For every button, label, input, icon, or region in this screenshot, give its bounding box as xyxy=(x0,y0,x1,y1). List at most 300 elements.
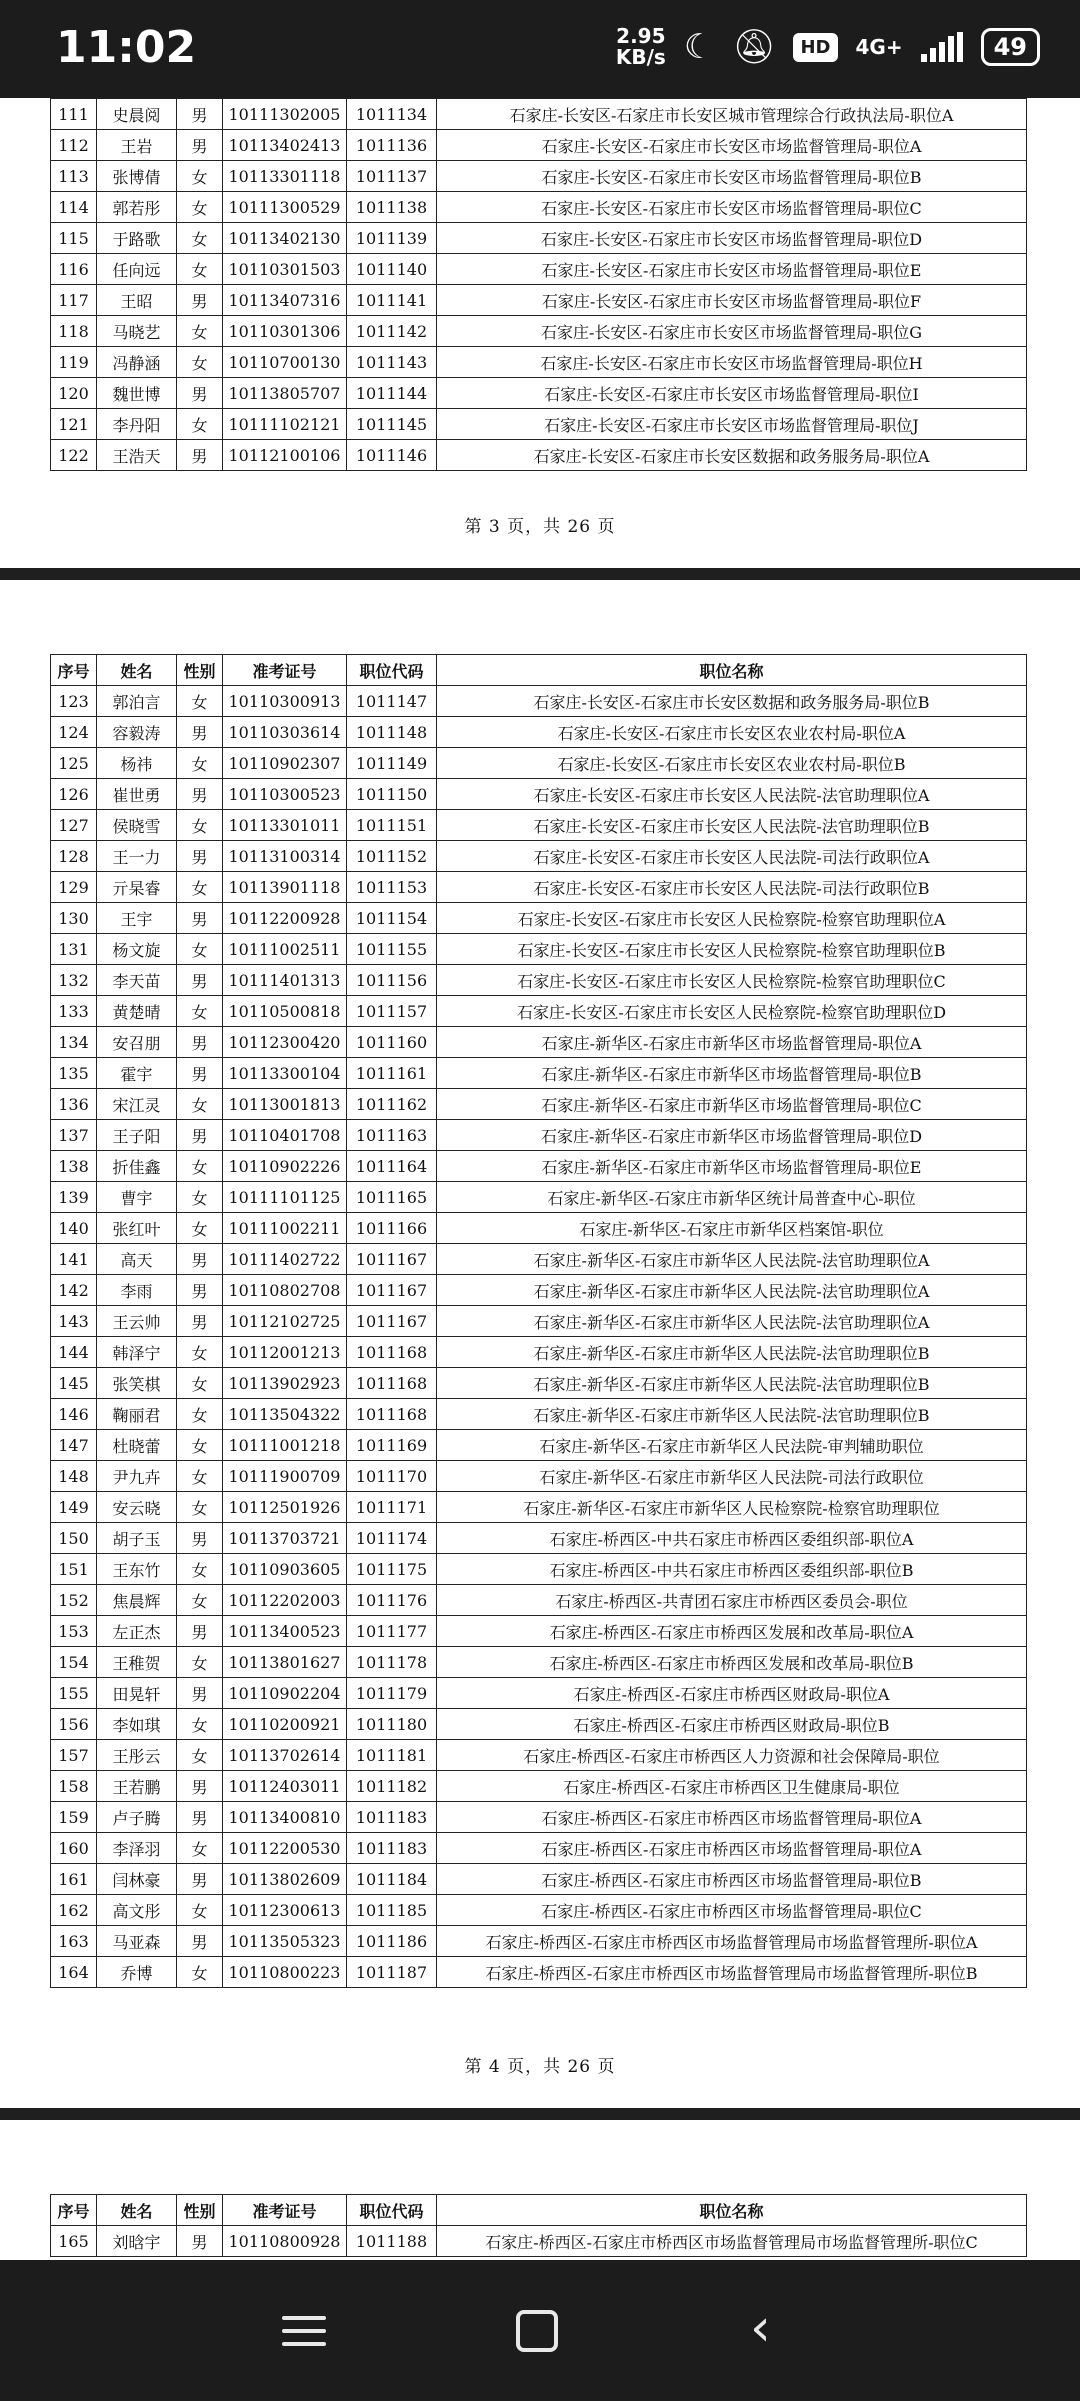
cell-no: 125 xyxy=(51,748,97,779)
cell-pos-name: 石家庄-长安区-石家庄市长安区数据和政务服务局-职位B xyxy=(437,686,1027,717)
cell-pos-code: 1011140 xyxy=(347,254,437,285)
cell-exam-id: 10110300913 xyxy=(223,686,347,717)
cell-name: 王昭 xyxy=(97,285,177,316)
cell-no: 135 xyxy=(51,1058,97,1089)
cell-pos-name: 石家庄-长安区-石家庄市长安区人民检察院-检察官助理职位A xyxy=(437,903,1027,934)
cell-no: 133 xyxy=(51,996,97,1027)
table-row xyxy=(51,1678,1027,1709)
cell-exam-id: 10113504322 xyxy=(223,1399,347,1430)
net-speed: 2.95 KB/s xyxy=(615,24,666,69)
cell-exam-id: 10110802708 xyxy=(223,1275,347,1306)
cell-pos-code: 1011160 xyxy=(347,1027,437,1058)
cell-pos-code: 1011174 xyxy=(347,1523,437,1554)
cell-name: 王宇 xyxy=(97,903,177,934)
cell-pos-name: 石家庄-长安区-石家庄市长安区人民法院-司法行政职位B xyxy=(437,872,1027,903)
cell-no: 146 xyxy=(51,1399,97,1430)
cell-name: 黄楚晴 xyxy=(97,996,177,1027)
col-header-pos-code: 职位代码 xyxy=(347,655,437,686)
cell-gender: 男 xyxy=(177,378,223,409)
cell-exam-id: 10113805707 xyxy=(223,378,347,409)
table-row xyxy=(51,1027,1027,1058)
cell-no: 137 xyxy=(51,1120,97,1151)
cell-no: 143 xyxy=(51,1306,97,1337)
table-row xyxy=(51,934,1027,965)
cell-gender: 男 xyxy=(177,99,223,130)
cell-no: 144 xyxy=(51,1337,97,1368)
cell-pos-name: 石家庄-新华区-石家庄市新华区市场监督管理局-职位A xyxy=(437,1027,1027,1058)
cell-name: 闫林豪 xyxy=(97,1864,177,1895)
cell-exam-id: 10113801627 xyxy=(223,1647,347,1678)
cell-name: 任向远 xyxy=(97,254,177,285)
cell-pos-code: 1011176 xyxy=(347,1585,437,1616)
cell-name: 马晓艺 xyxy=(97,316,177,347)
cell-gender: 男 xyxy=(177,779,223,810)
cell-name: 乔博 xyxy=(97,1957,177,1988)
cell-no: 131 xyxy=(51,934,97,965)
table-row xyxy=(51,1337,1027,1368)
cell-no: 161 xyxy=(51,1864,97,1895)
table-row xyxy=(51,347,1027,378)
cell-pos-code: 1011166 xyxy=(347,1213,437,1244)
col-header-gender: 性别 xyxy=(177,655,223,686)
cell-pos-name: 石家庄-桥西区-石家庄市桥西区市场监督管理局-职位B xyxy=(437,1864,1027,1895)
cell-exam-id: 10111001218 xyxy=(223,1430,347,1461)
table-row xyxy=(51,841,1027,872)
cell-name: 左正杰 xyxy=(97,1616,177,1647)
cell-name: 张博倩 xyxy=(97,161,177,192)
cell-gender: 男 xyxy=(177,841,223,872)
col-header-exam-id: 准考证号 xyxy=(223,2195,347,2226)
table-header-row xyxy=(51,655,1027,686)
table-row xyxy=(51,1089,1027,1120)
cell-pos-name: 石家庄-桥西区-石家庄市桥西区市场监督管理局市场监督管理所-职位C xyxy=(437,2226,1027,2257)
cell-pos-name: 石家庄-桥西区-石家庄市桥西区市场监督管理局市场监督管理所-职位A xyxy=(437,1926,1027,1957)
table-row xyxy=(51,779,1027,810)
cell-gender: 女 xyxy=(177,1337,223,1368)
cell-name: 田晃轩 xyxy=(97,1678,177,1709)
cell-gender: 男 xyxy=(177,717,223,748)
cell-exam-id: 10111102121 xyxy=(223,409,347,440)
cell-exam-id: 10112202003 xyxy=(223,1585,347,1616)
cell-pos-code: 1011161 xyxy=(347,1058,437,1089)
cell-no: 134 xyxy=(51,1027,97,1058)
table-row xyxy=(51,1802,1027,1833)
table-row xyxy=(51,1120,1027,1151)
cell-pos-name: 石家庄-新华区-石家庄市新华区市场监督管理局-职位C xyxy=(437,1089,1027,1120)
cell-pos-code: 1011162 xyxy=(347,1089,437,1120)
cell-pos-name: 石家庄-长安区-石家庄市长安区市场监督管理局-职位A xyxy=(437,130,1027,161)
table-row xyxy=(51,1554,1027,1585)
cell-pos-name: 石家庄-长安区-石家庄市长安区市场监督管理局-职位J xyxy=(437,409,1027,440)
cell-pos-name: 石家庄-长安区-石家庄市长安区农业农村局-职位B xyxy=(437,748,1027,779)
cell-pos-name: 石家庄-新华区-石家庄市新华区人民法院-法官助理职位A xyxy=(437,1306,1027,1337)
cell-pos-name: 石家庄-新华区-石家庄市新华区人民法院-司法行政职位 xyxy=(437,1461,1027,1492)
network-type: 4G+ xyxy=(855,35,903,59)
cell-no: 145 xyxy=(51,1368,97,1399)
cell-pos-name: 石家庄-桥西区-石家庄市桥西区卫生健康局-职位 xyxy=(437,1771,1027,1802)
cell-gender: 男 xyxy=(177,1802,223,1833)
cell-pos-code: 1011155 xyxy=(347,934,437,965)
cell-name: 王岩 xyxy=(97,130,177,161)
cell-name: 韩泽宁 xyxy=(97,1337,177,1368)
table-row xyxy=(51,1275,1027,1306)
cell-pos-code: 1011180 xyxy=(347,1709,437,1740)
result-table-page-3 xyxy=(50,98,1027,471)
cell-pos-name: 石家庄-桥西区-石家庄市桥西区发展和改革局-职位B xyxy=(437,1647,1027,1678)
table-row xyxy=(51,1430,1027,1461)
cell-exam-id: 10112100106 xyxy=(223,440,347,471)
cell-exam-id: 10110800928 xyxy=(223,2226,347,2257)
col-header-pos-name: 职位名称 xyxy=(437,655,1027,686)
table-row xyxy=(51,1926,1027,1957)
cell-name: 马亚森 xyxy=(97,1926,177,1957)
cell-gender: 女 xyxy=(177,872,223,903)
cell-pos-name: 石家庄-桥西区-石家庄市桥西区市场监督管理局市场监督管理所-职位B xyxy=(437,1957,1027,1988)
cell-exam-id: 10112300613 xyxy=(223,1895,347,1926)
cell-no: 151 xyxy=(51,1554,97,1585)
cell-exam-id: 10112300420 xyxy=(223,1027,347,1058)
cell-exam-id: 10111002511 xyxy=(223,934,347,965)
cell-pos-name: 石家庄-新华区-石家庄市新华区人民法院-法官助理职位B xyxy=(437,1399,1027,1430)
table-row xyxy=(51,903,1027,934)
cell-name: 霍宇 xyxy=(97,1058,177,1089)
cell-name: 杨文旋 xyxy=(97,934,177,965)
cell-no: 130 xyxy=(51,903,97,934)
table-row xyxy=(51,1833,1027,1864)
cell-name: 王云帅 xyxy=(97,1306,177,1337)
cell-exam-id: 10113001813 xyxy=(223,1089,347,1120)
cell-gender: 女 xyxy=(177,686,223,717)
table-row xyxy=(51,378,1027,409)
table-row xyxy=(51,872,1027,903)
cell-pos-code: 1011157 xyxy=(347,996,437,1027)
cell-gender: 女 xyxy=(177,1895,223,1926)
cell-name: 史晨阅 xyxy=(97,99,177,130)
cell-exam-id: 10113301118 xyxy=(223,161,347,192)
cell-pos-name: 石家庄-长安区-石家庄市长安区市场监督管理局-职位B xyxy=(437,161,1027,192)
table-row xyxy=(51,99,1027,130)
col-header-gender: 性别 xyxy=(177,2195,223,2226)
cell-gender: 男 xyxy=(177,1306,223,1337)
cell-exam-id: 10110902204 xyxy=(223,1678,347,1709)
cell-name: 冯静涵 xyxy=(97,347,177,378)
col-header-exam-id: 准考证号 xyxy=(223,655,347,686)
cell-pos-name: 石家庄-新华区-石家庄市新华区人民法院-法官助理职位A xyxy=(437,1275,1027,1306)
cell-no: 147 xyxy=(51,1430,97,1461)
cell-exam-id: 10110902307 xyxy=(223,748,347,779)
hd-icon: HD xyxy=(793,33,837,62)
cell-name: 王子阳 xyxy=(97,1120,177,1151)
cell-pos-code: 1011152 xyxy=(347,841,437,872)
cell-name: 魏世博 xyxy=(97,378,177,409)
cell-pos-name: 石家庄-新华区-石家庄市新华区统计局普查中心-职位 xyxy=(437,1182,1027,1213)
cell-exam-id: 10110700130 xyxy=(223,347,347,378)
cell-gender: 男 xyxy=(177,1616,223,1647)
cell-pos-code: 1011153 xyxy=(347,872,437,903)
cell-gender: 女 xyxy=(177,748,223,779)
cell-exam-id: 10110301503 xyxy=(223,254,347,285)
cell-exam-id: 10110902226 xyxy=(223,1151,347,1182)
col-header-name: 姓名 xyxy=(97,2195,177,2226)
page-separator xyxy=(0,568,1080,580)
cell-name: 胡子玉 xyxy=(97,1523,177,1554)
cell-gender: 女 xyxy=(177,1740,223,1771)
cell-pos-code: 1011154 xyxy=(347,903,437,934)
cell-name: 张红叶 xyxy=(97,1213,177,1244)
cell-pos-code: 1011182 xyxy=(347,1771,437,1802)
cell-pos-code: 1011138 xyxy=(347,192,437,223)
result-table-page-5 xyxy=(50,2194,1027,2257)
home-icon[interactable] xyxy=(516,2310,558,2352)
cell-name: 容毅涛 xyxy=(97,717,177,748)
cell-no: 120 xyxy=(51,378,97,409)
cell-name: 李雨 xyxy=(97,1275,177,1306)
cell-name: 高天 xyxy=(97,1244,177,1275)
cell-exam-id: 10113400523 xyxy=(223,1616,347,1647)
cell-pos-name: 石家庄-长安区-石家庄市长安区人民法院-法官助理职位A xyxy=(437,779,1027,810)
cell-pos-name: 石家庄-新华区-石家庄市新华区人民法院-法官助理职位A xyxy=(437,1244,1027,1275)
cell-pos-name: 石家庄-长安区-石家庄市长安区市场监督管理局-职位E xyxy=(437,254,1027,285)
cell-gender: 女 xyxy=(177,1430,223,1461)
cell-name: 亓杲睿 xyxy=(97,872,177,903)
cell-name: 高文彤 xyxy=(97,1895,177,1926)
table-row xyxy=(51,285,1027,316)
cell-gender: 女 xyxy=(177,1554,223,1585)
cell-pos-name: 石家庄-新华区-石家庄市新华区档案馆-职位 xyxy=(437,1213,1027,1244)
table-row xyxy=(51,1523,1027,1554)
cell-pos-code: 1011188 xyxy=(347,2226,437,2257)
cell-pos-code: 1011150 xyxy=(347,779,437,810)
cell-exam-id: 10111402722 xyxy=(223,1244,347,1275)
cell-exam-id: 10113902923 xyxy=(223,1368,347,1399)
cell-pos-name: 石家庄-长安区-石家庄市长安区市场监督管理局-职位H xyxy=(437,347,1027,378)
col-header-pos-code: 职位代码 xyxy=(347,2195,437,2226)
cell-pos-code: 1011134 xyxy=(347,99,437,130)
cell-name: 王浩天 xyxy=(97,440,177,471)
cell-no: 152 xyxy=(51,1585,97,1616)
cell-pos-code: 1011142 xyxy=(347,316,437,347)
cell-no: 129 xyxy=(51,872,97,903)
cell-pos-name: 石家庄-长安区-石家庄市长安区人民检察院-检察官助理职位C xyxy=(437,965,1027,996)
cell-pos-code: 1011168 xyxy=(347,1368,437,1399)
table-row xyxy=(51,1368,1027,1399)
cell-exam-id: 10113901118 xyxy=(223,872,347,903)
battery-icon: 49 xyxy=(981,28,1040,66)
cell-name: 郭若彤 xyxy=(97,192,177,223)
cell-exam-id: 10111002211 xyxy=(223,1213,347,1244)
cell-exam-id: 10110401708 xyxy=(223,1120,347,1151)
cell-pos-code: 1011183 xyxy=(347,1833,437,1864)
table-row xyxy=(51,810,1027,841)
cell-pos-name: 石家庄-桥西区-石家庄市桥西区市场监督管理局-职位C xyxy=(437,1895,1027,1926)
cell-pos-code: 1011187 xyxy=(347,1957,437,1988)
cell-no: 155 xyxy=(51,1678,97,1709)
table-row xyxy=(51,717,1027,748)
cell-pos-code: 1011148 xyxy=(347,717,437,748)
cell-no: 165 xyxy=(51,2226,97,2257)
cell-exam-id: 10110500818 xyxy=(223,996,347,1027)
cell-exam-id: 10113407316 xyxy=(223,285,347,316)
cell-no: 124 xyxy=(51,717,97,748)
cell-no: 121 xyxy=(51,409,97,440)
cell-exam-id: 10111302005 xyxy=(223,99,347,130)
cell-pos-code: 1011181 xyxy=(347,1740,437,1771)
table-row xyxy=(51,1647,1027,1678)
cell-exam-id: 10113505323 xyxy=(223,1926,347,1957)
cell-pos-code: 1011139 xyxy=(347,223,437,254)
table-row xyxy=(51,161,1027,192)
cell-name: 李如琪 xyxy=(97,1709,177,1740)
cell-gender: 女 xyxy=(177,1585,223,1616)
cell-gender: 男 xyxy=(177,2226,223,2257)
table-row xyxy=(51,316,1027,347)
cell-gender: 男 xyxy=(177,903,223,934)
cell-gender: 女 xyxy=(177,223,223,254)
table-row xyxy=(51,409,1027,440)
recent-apps-icon[interactable] xyxy=(282,2316,326,2355)
cell-exam-id: 10112200530 xyxy=(223,1833,347,1864)
col-header-pos-name: 职位名称 xyxy=(437,2195,1027,2226)
table-row xyxy=(51,440,1027,471)
table-row xyxy=(51,1399,1027,1430)
cell-pos-name: 石家庄-桥西区-石家庄市桥西区财政局-职位A xyxy=(437,1678,1027,1709)
cell-pos-code: 1011141 xyxy=(347,285,437,316)
cell-no: 159 xyxy=(51,1802,97,1833)
cell-pos-name: 石家庄-桥西区-石家庄市桥西区市场监督管理局-职位A xyxy=(437,1802,1027,1833)
cell-exam-id: 10110200921 xyxy=(223,1709,347,1740)
cell-pos-name: 石家庄-新华区-石家庄市新华区人民法院-审判辅助职位 xyxy=(437,1430,1027,1461)
cell-pos-name: 石家庄-桥西区-石家庄市桥西区发展和改革局-职位A xyxy=(437,1616,1027,1647)
cell-gender: 男 xyxy=(177,1120,223,1151)
cell-pos-code: 1011137 xyxy=(347,161,437,192)
table-row xyxy=(51,1895,1027,1926)
moon-icon: ☾ xyxy=(683,27,715,67)
cell-pos-code: 1011167 xyxy=(347,1244,437,1275)
table-row xyxy=(51,1740,1027,1771)
cell-name: 李丹阳 xyxy=(97,409,177,440)
cell-exam-id: 10113402130 xyxy=(223,223,347,254)
cell-exam-id: 10110303614 xyxy=(223,717,347,748)
cell-no: 160 xyxy=(51,1833,97,1864)
cell-exam-id: 10113402413 xyxy=(223,130,347,161)
table-row xyxy=(51,254,1027,285)
cell-pos-code: 1011147 xyxy=(347,686,437,717)
cell-exam-id: 10112501926 xyxy=(223,1492,347,1523)
cell-no: 136 xyxy=(51,1089,97,1120)
cell-pos-name: 石家庄-新华区-石家庄市新华区人民法院-法官助理职位B xyxy=(437,1368,1027,1399)
cell-pos-name: 石家庄-长安区-石家庄市长安区农业农村局-职位A xyxy=(437,717,1027,748)
cell-exam-id: 10112001213 xyxy=(223,1337,347,1368)
cell-name: 于路歌 xyxy=(97,223,177,254)
cell-pos-code: 1011168 xyxy=(347,1337,437,1368)
cell-name: 王一力 xyxy=(97,841,177,872)
cell-name: 张笑棋 xyxy=(97,1368,177,1399)
cell-name: 王若鹏 xyxy=(97,1771,177,1802)
cell-no: 122 xyxy=(51,440,97,471)
cell-gender: 女 xyxy=(177,409,223,440)
cell-exam-id: 10113802609 xyxy=(223,1864,347,1895)
cell-gender: 女 xyxy=(177,1089,223,1120)
cell-no: 111 xyxy=(51,99,97,130)
cell-exam-id: 10113400810 xyxy=(223,1802,347,1833)
cell-pos-name: 石家庄-新华区-石家庄市新华区人民法院-法官助理职位B xyxy=(437,1337,1027,1368)
cell-pos-code: 1011156 xyxy=(347,965,437,996)
cell-pos-code: 1011170 xyxy=(347,1461,437,1492)
cell-exam-id: 10111300529 xyxy=(223,192,347,223)
cell-exam-id: 10112102725 xyxy=(223,1306,347,1337)
cell-name: 卢子腾 xyxy=(97,1802,177,1833)
cell-exam-id: 10112200928 xyxy=(223,903,347,934)
cell-pos-code: 1011149 xyxy=(347,748,437,779)
cell-gender: 女 xyxy=(177,347,223,378)
table-row xyxy=(51,192,1027,223)
cell-no: 141 xyxy=(51,1244,97,1275)
cell-pos-code: 1011151 xyxy=(347,810,437,841)
cell-no: 162 xyxy=(51,1895,97,1926)
cell-gender: 女 xyxy=(177,810,223,841)
col-header-no: 序号 xyxy=(51,2195,97,2226)
cell-pos-code: 1011169 xyxy=(347,1430,437,1461)
cell-name: 李泽羽 xyxy=(97,1833,177,1864)
cell-no: 154 xyxy=(51,1647,97,1678)
cell-no: 140 xyxy=(51,1213,97,1244)
cell-pos-name: 石家庄-桥西区-共青团石家庄市桥西区委员会-职位 xyxy=(437,1585,1027,1616)
signal-icon xyxy=(921,32,963,62)
cell-pos-code: 1011171 xyxy=(347,1492,437,1523)
cell-exam-id: 10113703721 xyxy=(223,1523,347,1554)
cell-pos-code: 1011136 xyxy=(347,130,437,161)
cell-pos-code: 1011178 xyxy=(347,1647,437,1678)
cell-pos-code: 1011184 xyxy=(347,1864,437,1895)
cell-name: 侯晓雪 xyxy=(97,810,177,841)
cell-gender: 男 xyxy=(177,1864,223,1895)
cell-no: 127 xyxy=(51,810,97,841)
cell-gender: 女 xyxy=(177,934,223,965)
cell-exam-id: 10110800223 xyxy=(223,1957,347,1988)
cell-gender: 女 xyxy=(177,254,223,285)
table-row xyxy=(51,1244,1027,1275)
back-icon[interactable]: ‹ xyxy=(750,2298,771,2358)
cell-no: 138 xyxy=(51,1151,97,1182)
cell-pos-name: 石家庄-长安区-石家庄市长安区市场监督管理局-职位C xyxy=(437,192,1027,223)
table-row xyxy=(51,1864,1027,1895)
cell-pos-code: 1011185 xyxy=(347,1895,437,1926)
table-row xyxy=(51,1957,1027,1988)
table-row xyxy=(51,1585,1027,1616)
cell-pos-name: 石家庄-新华区-石家庄市新华区市场监督管理局-职位B xyxy=(437,1058,1027,1089)
cell-name: 宋江灵 xyxy=(97,1089,177,1120)
cell-gender: 女 xyxy=(177,192,223,223)
cell-pos-name: 石家庄-长安区-石家庄市长安区人民检察院-检察官助理职位B xyxy=(437,934,1027,965)
col-header-name: 姓名 xyxy=(97,655,177,686)
cell-no: 126 xyxy=(51,779,97,810)
cell-gender: 女 xyxy=(177,1647,223,1678)
cell-gender: 男 xyxy=(177,1058,223,1089)
cell-pos-code: 1011164 xyxy=(347,1151,437,1182)
cell-pos-name: 石家庄-桥西区-石家庄市桥西区市场监督管理局-职位A xyxy=(437,1833,1027,1864)
cell-gender: 女 xyxy=(177,996,223,1027)
cell-no: 117 xyxy=(51,285,97,316)
page-separator xyxy=(0,2108,1080,2120)
cell-gender: 男 xyxy=(177,1275,223,1306)
cell-no: 163 xyxy=(51,1926,97,1957)
cell-pos-code: 1011186 xyxy=(347,1926,437,1957)
cell-no: 164 xyxy=(51,1957,97,1988)
cell-no: 119 xyxy=(51,347,97,378)
table-row xyxy=(51,1771,1027,1802)
cell-exam-id: 10110301306 xyxy=(223,316,347,347)
cell-pos-name: 石家庄-长安区-石家庄市长安区市场监督管理局-职位D xyxy=(437,223,1027,254)
